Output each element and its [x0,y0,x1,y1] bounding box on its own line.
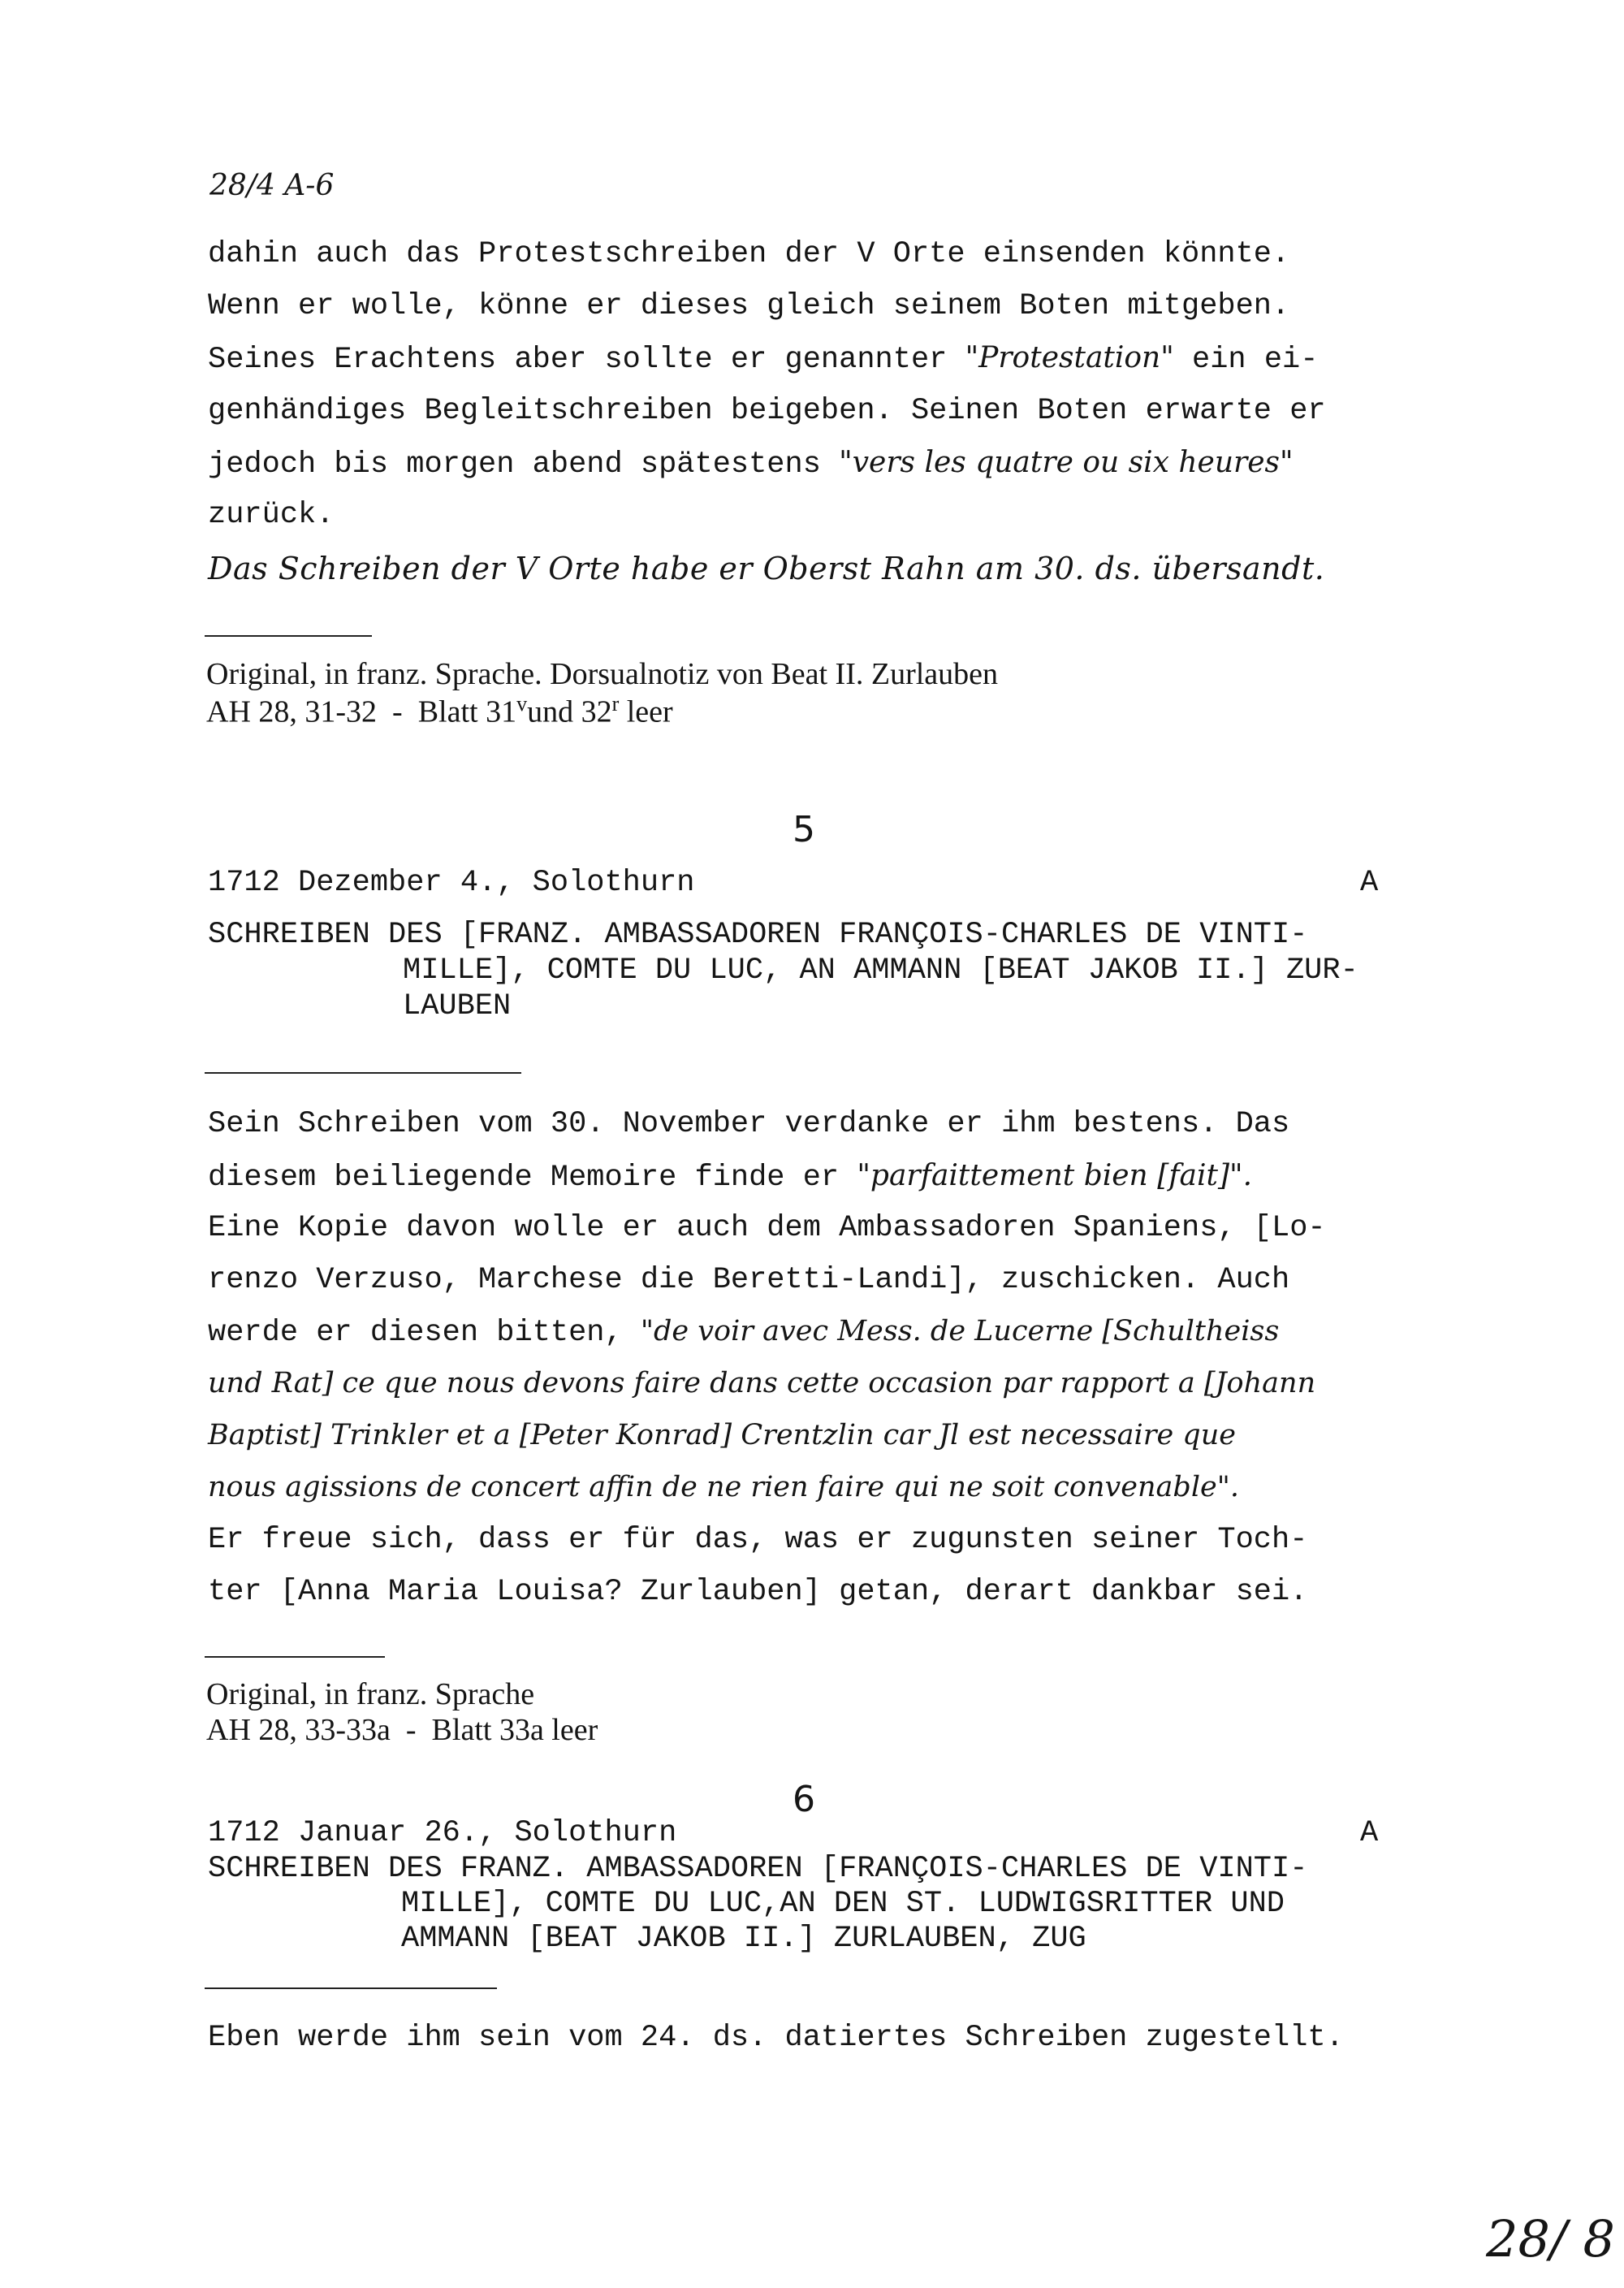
doc4-line-3-end: ein ei- [1173,343,1319,377]
und-text: und 32 [527,694,612,729]
title-rule-6 [205,1987,497,1989]
doc4-line-6: zurück. [208,498,335,532]
doc4-line-5 [208,446,1294,482]
doc6-title-3: AMMANN [BEAT JAKOB II.] ZURLAUBEN, ZUG [401,1922,1086,1956]
doc4-line-3 [208,341,1318,377]
doc5-title-3: LAUBEN [403,989,512,1023]
page-reference: 28/4 A-6 [209,169,335,202]
doc5-line-1: Sein Schreiben vom 30. November verdanke er ihm bestens. Das [208,1107,1290,1141]
doc5-title-1: SCHREIBEN DES [FRANZ. AMBASSADOREN FRANÇOIS-CHARLES DE VINTI- [208,918,1308,952]
doc4-note: Das Schreiben der V Orte habe er Oberst Rahn am 30. ds. übersandt. [208,551,1325,586]
doc4-line-4: genhändiges Begleitschreiben beigeben. Seinen Boten erwarte er [208,394,1326,428]
doc5-line-9: Er freue sich, dass er für das, was er zugunsten seiner Toch- [208,1523,1308,1557]
doc6-date-place: 1712 Januar 26., Solothurn [208,1816,677,1850]
handwritten-page-number: 28/ 8 [1486,2209,1615,2269]
doc5-line-6: und Rat] ce que nous devons faire dans cette occasion par rapport a [Johann [208,1367,1316,1399]
doc5-line-10: ter [Anna Maria Louisa? Zurlauben] getan, derart dankbar sei. [208,1575,1308,1609]
quote-de-voir: "de voir avec Mess. de Lucerne [Schultheiss [640,1315,1280,1347]
doc6-title-1: SCHREIBEN DES FRANZ. AMBASSADOREN [FRANÇOIS-CHARLES DE VINTI- [208,1852,1308,1886]
doc5-line-4: renzo Verzuso, Marchese die Beretti-Landi], zuschicken. Auch [208,1263,1290,1297]
doc4-line-1: dahin auch das Protestschreiben der V Orte einsenden könnte. [208,237,1290,271]
doc5-line-7: Baptist] Trinkler et a [Peter Konrad] Crentzlin car Jl est necessaire que [208,1419,1236,1451]
footnote-rule-2 [205,1656,385,1658]
doc4-line-2: Wenn er wolle, könne er dieses gleich seinem Boten mitgeben. [208,289,1290,323]
doc4-line-3-text: Seines Erachtens aber sollte er genannter [208,343,965,377]
doc5-line-8: nous agissions de concert affin de ne rien faire qui ne soit convenable". [208,1471,1239,1503]
sup-r: r [611,692,620,716]
doc4-line-5-text: jedoch bis morgen abend spätestens [208,448,840,482]
doc5-category: A [1360,866,1379,900]
doc6-category: A [1360,1816,1379,1850]
footnote-rule-1 [205,635,372,637]
doc5-line-5-text: werde er diesen bitten, [208,1316,641,1350]
sup-v: v [516,692,528,716]
doc5-line-3: Eine Kopie davon wolle er auch dem Ambassadoren Spaniens, [Lo- [208,1211,1326,1245]
doc6-line-1: Eben werde ihm sein vom 24. ds. datiertes Schreiben zugestellt. [208,2021,1344,2055]
doc5-title-2: MILLE], COMTE DU LUC, AN AMMANN [BEAT JAKOB II.] ZUR- [403,954,1358,988]
doc6-number: 6 [793,1779,815,1820]
doc4-source-2-text: AH 28, 31-32 - Blatt 31 [206,694,517,729]
leer-text: leer [626,694,673,729]
title-rule-5 [205,1072,521,1074]
doc5-line-2-text: diesem beiliegende Memoire finde er [208,1161,857,1195]
doc5-source-1: Original, in franz. Sprache [206,1677,535,1711]
doc5-line-2 [208,1159,1252,1195]
quote-heures: "vers les quatre ou six heures" [839,446,1294,479]
doc4-source-2 [206,692,673,730]
doc6-title-2: MILLE], COMTE DU LUC,AN DEN ST. LUDWIGSRITTER UND [401,1887,1285,1921]
doc5-date-place: 1712 Dezember 4., Solothurn [208,866,695,900]
quote-protestation: "Protestation" [965,341,1174,374]
doc5-source-2: AH 28, 33-33a - Blatt 33a leer [206,1713,598,1747]
doc5-line-5 [208,1315,1279,1350]
doc4-source-1: Original, in franz. Sprache. Dorsualnotiz von Beat II. Zurlauben [206,657,999,691]
quote-parfaittement: "parfaittement bien [fait]". [857,1159,1253,1192]
doc5-number: 5 [793,809,815,850]
